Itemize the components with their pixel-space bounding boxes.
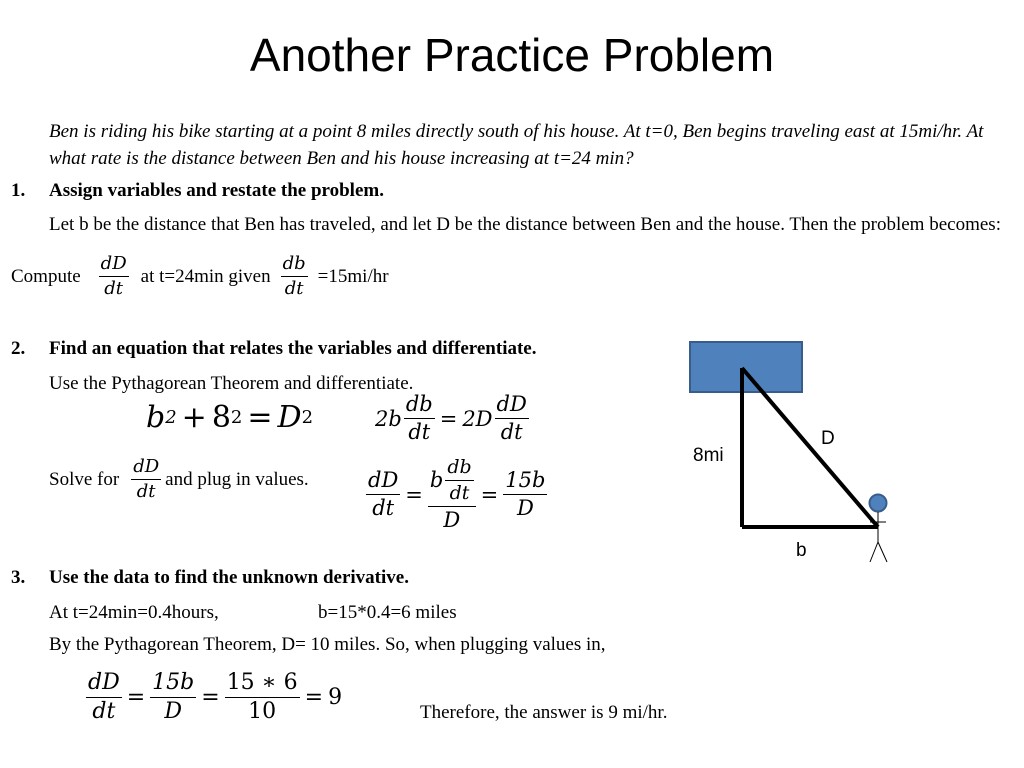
equals-sign: = bbox=[247, 400, 273, 435]
frac-numerator: db bbox=[445, 458, 473, 481]
person-head bbox=[870, 495, 887, 512]
step-1-number: 1. bbox=[11, 180, 26, 201]
15b-over-D-fraction bbox=[150, 672, 196, 723]
equals-sign: = bbox=[304, 685, 324, 710]
label-b: b bbox=[796, 540, 807, 561]
frac-denominator: dt bbox=[449, 482, 470, 504]
result-value: 9 bbox=[328, 685, 343, 710]
solve-label: Solve for bbox=[49, 469, 120, 490]
frac-denominator: dt bbox=[372, 496, 395, 520]
exponent: 2 bbox=[230, 407, 243, 428]
frac-numerator: dD bbox=[99, 255, 129, 277]
frac-numerator: 15b bbox=[503, 470, 547, 495]
frac-denominator: D bbox=[516, 496, 534, 520]
step-3-number: 3. bbox=[11, 567, 26, 588]
frac-denominator: D bbox=[443, 508, 461, 532]
15b-over-D-fraction bbox=[503, 470, 547, 519]
frac-denominator: dt bbox=[104, 278, 124, 299]
hypotenuse-line bbox=[742, 368, 878, 527]
step-1-heading: Assign variables and restate the problem. bbox=[49, 180, 384, 201]
dD-dt-fraction bbox=[99, 255, 129, 298]
frac-denominator: dt bbox=[92, 699, 116, 724]
frac-numerator: dD bbox=[86, 672, 122, 698]
slide-title: Another Practice Problem bbox=[249, 29, 775, 81]
frac-denominator: D bbox=[164, 699, 183, 724]
step-2-text: Use the Pythagorean Theorem and differentiate. bbox=[49, 373, 414, 394]
compute-line bbox=[11, 255, 389, 298]
frac-denominator: dt bbox=[136, 481, 156, 502]
exponent: 2 bbox=[165, 407, 177, 428]
compute-end: =15mi/hr bbox=[317, 266, 389, 287]
frac-denominator: 10 bbox=[248, 699, 277, 724]
frac-numerator: db bbox=[281, 255, 308, 277]
label-8mi: 8mi bbox=[693, 445, 724, 466]
equals-sign: = bbox=[439, 406, 458, 431]
dD-dt-fraction bbox=[131, 458, 161, 501]
equals-sign: = bbox=[201, 685, 220, 710]
person-right-leg bbox=[878, 542, 887, 562]
dD-dt-fraction bbox=[366, 470, 400, 519]
plus-sign: + bbox=[181, 400, 207, 435]
term-2D: 2D bbox=[462, 406, 493, 431]
compute-label: Compute bbox=[11, 266, 81, 287]
dD-dt-fraction bbox=[86, 672, 122, 723]
step-2-heading: Find an equation that relates the variables and differentiate. bbox=[49, 338, 537, 359]
problem-statement: Ben is riding his bike starting at a point 8 miles directly south of his house. At t=0, Ben begins traveling east at 15mi/hr. At what rate is the distance between Ben and his house increasing at t=24 min? bbox=[49, 121, 984, 169]
frac-numerator: dD bbox=[366, 470, 400, 495]
15x6-over-10-fraction bbox=[225, 672, 300, 723]
number-eight: 8 bbox=[211, 400, 231, 435]
frac-denominator: dt bbox=[500, 420, 523, 444]
person-left-leg bbox=[870, 542, 878, 562]
house-rectangle bbox=[690, 342, 802, 392]
step-3-line-1a: At t=24min=0.4hours, bbox=[49, 602, 219, 623]
equals-sign: = bbox=[405, 482, 423, 507]
final-equation bbox=[86, 672, 342, 723]
frac-numerator: dD bbox=[131, 458, 161, 480]
term-2b: 2b bbox=[375, 406, 402, 431]
db-dt-fraction bbox=[445, 458, 473, 503]
final-answer: Therefore, the answer is 9 mi/hr. bbox=[420, 702, 668, 723]
dD-dt-fraction bbox=[495, 394, 529, 443]
frac-numerator: db bbox=[404, 394, 435, 419]
step-3-line-2: By the Pythagorean Theorem, D= 10 miles. So, when plugging values in, bbox=[49, 634, 606, 655]
step-3-line-1b: b=15*0.4=6 miles bbox=[318, 602, 457, 623]
var-b: b bbox=[429, 468, 444, 492]
differentiated-equation bbox=[375, 394, 529, 443]
db-dt-fraction bbox=[281, 255, 308, 298]
frac-denominator: dt bbox=[284, 278, 304, 299]
solved-equation bbox=[366, 458, 547, 531]
exponent: 2 bbox=[301, 407, 314, 428]
step-2-number: 2. bbox=[11, 338, 26, 359]
equals-sign: = bbox=[480, 482, 499, 507]
pythagorean-equation bbox=[146, 400, 313, 435]
db-dt-fraction bbox=[404, 394, 435, 443]
var-b: b bbox=[146, 400, 166, 435]
step-1-text: Let b be the distance that Ben has traveled, and let D be the distance between Ben and the house. Then the problem becomes: bbox=[49, 214, 1001, 235]
frac-numerator: 15b bbox=[150, 672, 196, 698]
solve-end: and plug in values. bbox=[165, 469, 309, 490]
equals-sign: = bbox=[126, 685, 146, 710]
compute-mid: at t=24min given bbox=[140, 266, 271, 287]
solve-line bbox=[49, 458, 309, 501]
b-dbdt-over-D-fraction bbox=[428, 458, 476, 531]
var-D: D bbox=[277, 400, 302, 435]
frac-numerator: dD bbox=[495, 394, 529, 419]
frac-numerator bbox=[428, 458, 476, 507]
step-3-heading: Use the data to find the unknown derivative. bbox=[49, 567, 409, 588]
frac-numerator: 15 ∗ 6 bbox=[225, 672, 300, 698]
frac-denominator: dt bbox=[408, 420, 431, 444]
label-D: D bbox=[821, 428, 835, 449]
